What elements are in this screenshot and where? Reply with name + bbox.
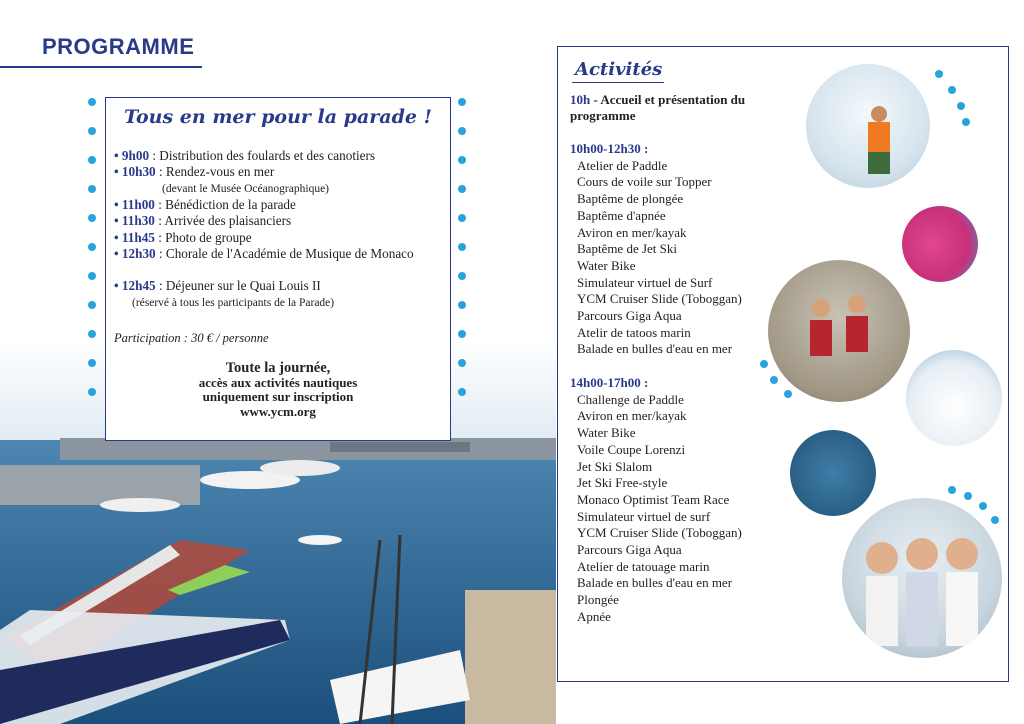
schedule-note: (devant le Musée Océanographique) bbox=[162, 182, 329, 195]
activity-item: Monaco Optimist Team Race bbox=[577, 491, 730, 507]
activity-item: Simulateur virtuel de surf bbox=[577, 508, 711, 524]
schedule-item: • 12h45 : Déjeuner sur le Quai Louis II bbox=[114, 278, 321, 294]
decor-dot bbox=[935, 70, 943, 78]
activity-item: Atelier de Paddle bbox=[577, 157, 668, 173]
decor-dot bbox=[991, 516, 999, 524]
decor-dot bbox=[957, 102, 965, 110]
decor-dot bbox=[784, 390, 792, 398]
activity-item: Jet Ski Slalom bbox=[577, 458, 653, 474]
tattoo-kids-photo bbox=[842, 498, 1002, 658]
activity-item: Baptême de plongée bbox=[577, 191, 684, 207]
schedule-note: (réservé à tous les participants de la Parade) bbox=[132, 296, 335, 309]
activity-item: Atelier de tatouage marin bbox=[577, 558, 710, 574]
morning-time: 10h00-12h30 : bbox=[570, 141, 649, 156]
schedule-item: • 11h45 : Photo de groupe bbox=[114, 229, 252, 245]
activity-item: Balade en bulles d'eau en mer bbox=[577, 341, 733, 357]
activity-item: Aviron en mer/kayak bbox=[577, 408, 687, 424]
slide-photo bbox=[902, 206, 978, 282]
website-link[interactable]: www.ycm.org bbox=[240, 403, 316, 419]
activity-item: Baptême de Jet Ski bbox=[577, 241, 678, 257]
welcome-line: 10h - Accueil et présentation du programme bbox=[570, 92, 746, 123]
activity-item: Jet Ski Free-style bbox=[577, 475, 668, 491]
activity-item: Cours de voile sur Topper bbox=[577, 174, 712, 190]
activity-item: Parcours Giga Aqua bbox=[577, 308, 682, 324]
decor-dot bbox=[760, 360, 768, 368]
activity-item: Parcours Giga Aqua bbox=[577, 542, 682, 558]
page-title: PROGRAMME bbox=[42, 34, 195, 59]
decor-dot bbox=[770, 376, 778, 384]
dot-column-right bbox=[458, 98, 468, 417]
activity-item: YCM Cruiser Slide (Toboggan) bbox=[577, 525, 742, 541]
afternoon-time: 14h00-17h00 : bbox=[570, 375, 649, 390]
decor-dot bbox=[948, 86, 956, 94]
decor-dot bbox=[979, 502, 987, 510]
morning-activities bbox=[570, 141, 742, 358]
activity-item: Plongée bbox=[577, 592, 619, 608]
all-day-info: Toute la journée, accès aux activités nautiques uniquement sur inscription www.ycm.org bbox=[106, 361, 450, 419]
activity-item: Baptême d'apnée bbox=[577, 207, 666, 223]
activity-item: Simulateur virtuel de Surf bbox=[577, 274, 713, 290]
parade-box bbox=[105, 97, 451, 441]
schedule-item: • 11h00 : Bénédiction de la parade bbox=[114, 196, 296, 212]
activity-item: Water Bike bbox=[577, 425, 636, 441]
activity-item: Voile Coupe Lorenzi bbox=[577, 441, 686, 457]
dot-column-left bbox=[88, 98, 98, 417]
paddle-girls-photo bbox=[768, 260, 910, 402]
activity-item: Challenge de Paddle bbox=[577, 391, 684, 407]
schedule-item: • 12h30 : Chorale de l'Académie de Musique de Monaco bbox=[114, 246, 414, 262]
decor-dot bbox=[964, 492, 972, 500]
participation-price: Participation : 30 € / personne bbox=[114, 331, 269, 345]
activity-item: Atelir de tatoos marin bbox=[577, 324, 691, 340]
activity-item: Aviron en mer/kayak bbox=[577, 224, 687, 240]
bubble-ball-photo bbox=[806, 64, 930, 188]
parade-schedule bbox=[114, 148, 450, 311]
activity-item: Balade en bulles d'eau en mer bbox=[577, 575, 733, 591]
schedule-item: • 10h30 : Rendez-vous en mer bbox=[114, 164, 275, 180]
jet-ski-photo bbox=[790, 430, 876, 516]
activities-title: Activités bbox=[575, 59, 663, 80]
schedule-item: • 9h00 : Distribution des foulards et des canotiers bbox=[114, 148, 376, 163]
activity-item: YCM Cruiser Slide (Toboggan) bbox=[577, 291, 742, 307]
decor-dot bbox=[962, 118, 970, 126]
activity-item: Apnée bbox=[577, 608, 611, 624]
activity-item: Water Bike bbox=[577, 257, 636, 273]
afternoon-activities bbox=[570, 375, 742, 626]
decor-dot bbox=[948, 486, 956, 494]
sailing-kids-photo bbox=[906, 350, 1002, 446]
title-underline bbox=[0, 66, 202, 68]
activities-underline bbox=[572, 82, 664, 83]
schedule-item: • 11h30 : Arrivée des plaisanciers bbox=[114, 213, 292, 229]
parade-title: Tous en mer pour la parade ! bbox=[124, 106, 432, 128]
